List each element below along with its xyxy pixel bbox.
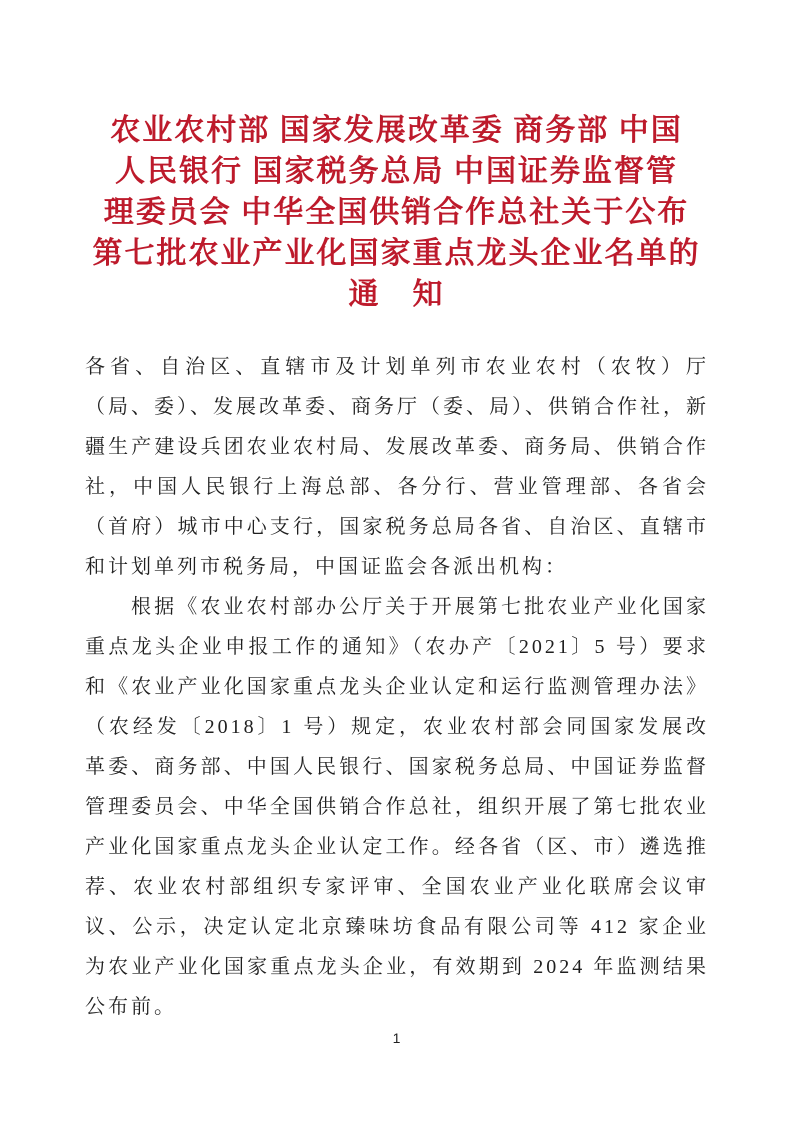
title-line-1: 农业农村部 国家发展改革委 商务部 中国 xyxy=(110,114,683,147)
page-number: 1 xyxy=(392,1030,401,1046)
title-line-2: 人民银行 国家税务总局 中国证券监督管 xyxy=(115,155,678,188)
salutation-paragraph: 各省、自治区、直辖市及计划单列市农业农村（农牧）厅（局、委）、发展改革委、商务厅（委、局）、供销合作社，新疆生产建设兵团农业农村局、发展改革委、商务局、供销合作社，中国人民银行上海总部、各分行、营业管理部、各省会（首府）城市中心支行，国家税务总局各省、自治区、直辖市和计划单列市税务局，中国证监会各派出机构： xyxy=(85,356,709,578)
title-line-4: 第七批农业产业化国家重点龙头企业名单的 xyxy=(92,237,701,270)
document-title xyxy=(0,0,793,315)
title-line-3: 理委员会 中华全国供销合作总社关于公布 xyxy=(103,196,690,229)
page-footer xyxy=(0,1030,793,1046)
main-paragraph: 根据《农业农村部办公厅关于开展第七批农业产业化国家重点龙头企业申报工作的通知》（农办产〔2021〕5 号）要求和《农业产业化国家重点龙头企业认定和运行监测管理办法》（农经发〔2018〕1 号）规定，农业农村部会同国家发展改革委、商务部、中国人民银行、国家税务总局、中国证券监督管理委员会、中华全国供销合作总社，组织开展了第七批农业产业化国家重点龙头企业认定工作。经各省（区、市）遴选推荐、农业农村部组织专家评审、全国农业产业化联席会议审议、公示，决定认定北京臻味坊食品有限公司等 412 家企业为农业产业化国家重点龙头企业，有效期到 2024 年监测结果公布前。 xyxy=(85,596,709,1018)
document-body xyxy=(85,347,709,1027)
title-line-5: 通 知 xyxy=(348,278,445,311)
